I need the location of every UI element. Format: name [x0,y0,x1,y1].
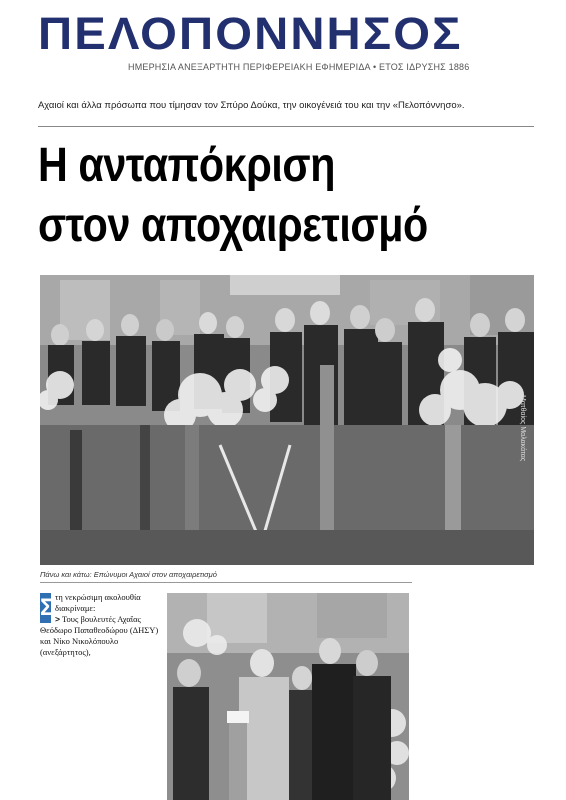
body-paragraph-1: τη νεκρώσιμη ακολουθία διακρίναμε: [55,592,141,613]
caption-divider [40,582,412,583]
photo-credit: Ματθαίος Μαλακάτας [519,395,526,462]
body-paragraph-2: Τους βουλευτές Αχαΐας Θεόδωρο Παπαθεοδώρου (ΔΗΣΥ) και Νίκο Νικολόπουλο (ανεξάρτητος), [40,614,159,657]
photo-caption: Πάνω και κάτω: Επώνυμοι Αχαιοί στον αποχαιρετισμό [40,570,217,579]
secondary-photo [167,593,409,800]
newspaper-masthead: ΠΕΛΟΠΟΝΝΗΣΟΣ [38,8,463,59]
article-intro: Αχαιοί και άλλα πρόσωπα που τίμησαν τον Σπύρο Δούκα, την οικογένειά του και την «Πελοπόννησο». [38,100,465,111]
article-headline [38,136,465,256]
drop-cap: Σ [40,594,55,621]
condolences-photo-illustration [167,593,409,800]
headline-line-1: Η ανταπόκριση [38,139,335,192]
headline-line-2: στον αποχαιρετισμό [38,199,428,252]
divider [38,126,534,127]
article-body [40,592,162,658]
masthead-tagline: ΗΜΕΡΗΣΙΑ ΑΝΕΞΑΡΤΗΤΗ ΠΕΡΙΦΕΡΕΙΑΚΗ ΕΦΗΜΕΡΙΔΑ • ΕΤΟΣ ΙΔΡΥΣΗΣ 1886 [128,62,470,72]
funeral-photo-illustration [40,275,534,565]
bullet-arrow-icon: > [55,614,60,624]
main-photo [40,275,534,565]
